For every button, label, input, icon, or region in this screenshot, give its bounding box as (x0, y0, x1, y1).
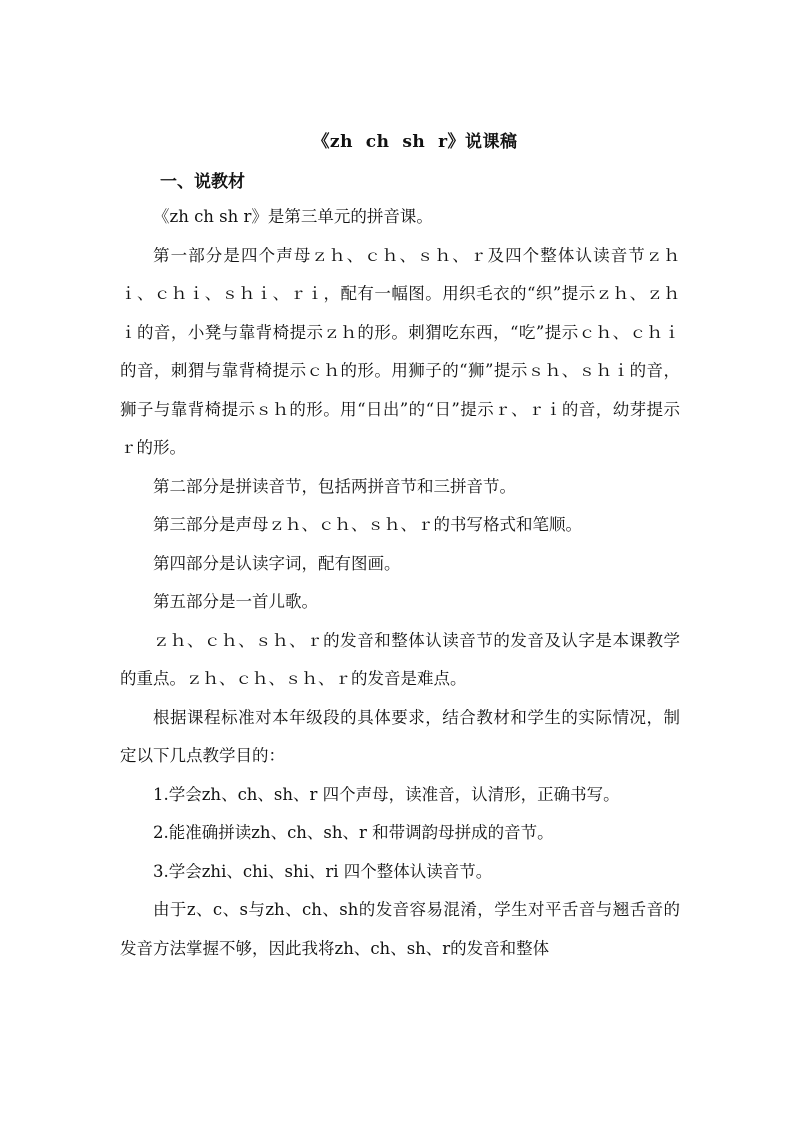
objective-item-2: 2.能准确拼读zh、ch、sh、r 和带调韵母拼成的音节。 (153, 823, 554, 842)
document-body (120, 128, 680, 968)
paragraph-part-four: 第四部分是认读字词，配有图画。 (153, 553, 401, 573)
paragraph-objectives-intro: 根据课程标准对本年级段的具体要求，结合教材和学生的实际情况，制定以下几点教学目的： (120, 707, 680, 765)
paragraph-part-three: 第三部分是声母ｚｈ、ｃｈ、ｓｈ、ｒ的书写格式和笔顺。 (153, 515, 582, 534)
paragraph-key-points: ｚｈ、ｃｈ、ｓｈ、ｒ的发音和整体认读音节的发音及认字是本课教学的重点。ｚｈ、ｃｈ、ｓｈ、ｒ的发音是难点。 (120, 630, 680, 688)
paragraph-part-five: 第五部分是一首儿歌。 (153, 592, 318, 611)
paragraph-part-two: 第二部分是拼读音节，包括两拼音节和三拼音节。 (153, 476, 516, 496)
document-title: 《zh ch sh r》说课稿 (312, 132, 518, 152)
section-heading: 一、说教材 (160, 172, 245, 192)
paragraph-intro: 《zh ch sh r》是第三单元的拼音课。 (153, 207, 433, 226)
objective-item-1: 1.学会zh、ch、sh、r 四个声母，读准音，认清形，正确书写。 (153, 784, 620, 804)
paragraph-difficulty: 由于z、c、s与zh、ch、sh的发音容易混淆，学生对平舌音与翘舌音的发音方法掌握不够，因此我将zh、ch、sh、r的发音和整体 (120, 900, 680, 958)
objective-item-3: 3.学会zhi、chi、shi、ri 四个整体认读音节。 (153, 861, 493, 881)
paragraph-part-one: 第一部分是四个声母ｚｈ、ｃｈ、ｓｈ、ｒ及四个整体认读音节ｚｈｉ、ｃｈｉ、ｓｈｉ、ｒｉ，配有一幅图。用织毛衣的“织”提示ｚｈ、ｚｈｉ的音，小凳与靠背椅提示ｚｈ的形。刺猬吃东西，“吃”提示ｃｈ、ｃｈｉ的音，刺猬与靠背椅提示ｃｈ的形。用狮子的“狮”提示ｓｈ、ｓｈｉ的音，狮子与靠背椅提示ｓｈ的形。用“日出”的“日”提示ｒ、ｒｉ的音，幼芽提示ｒ的形。 (120, 245, 680, 457)
